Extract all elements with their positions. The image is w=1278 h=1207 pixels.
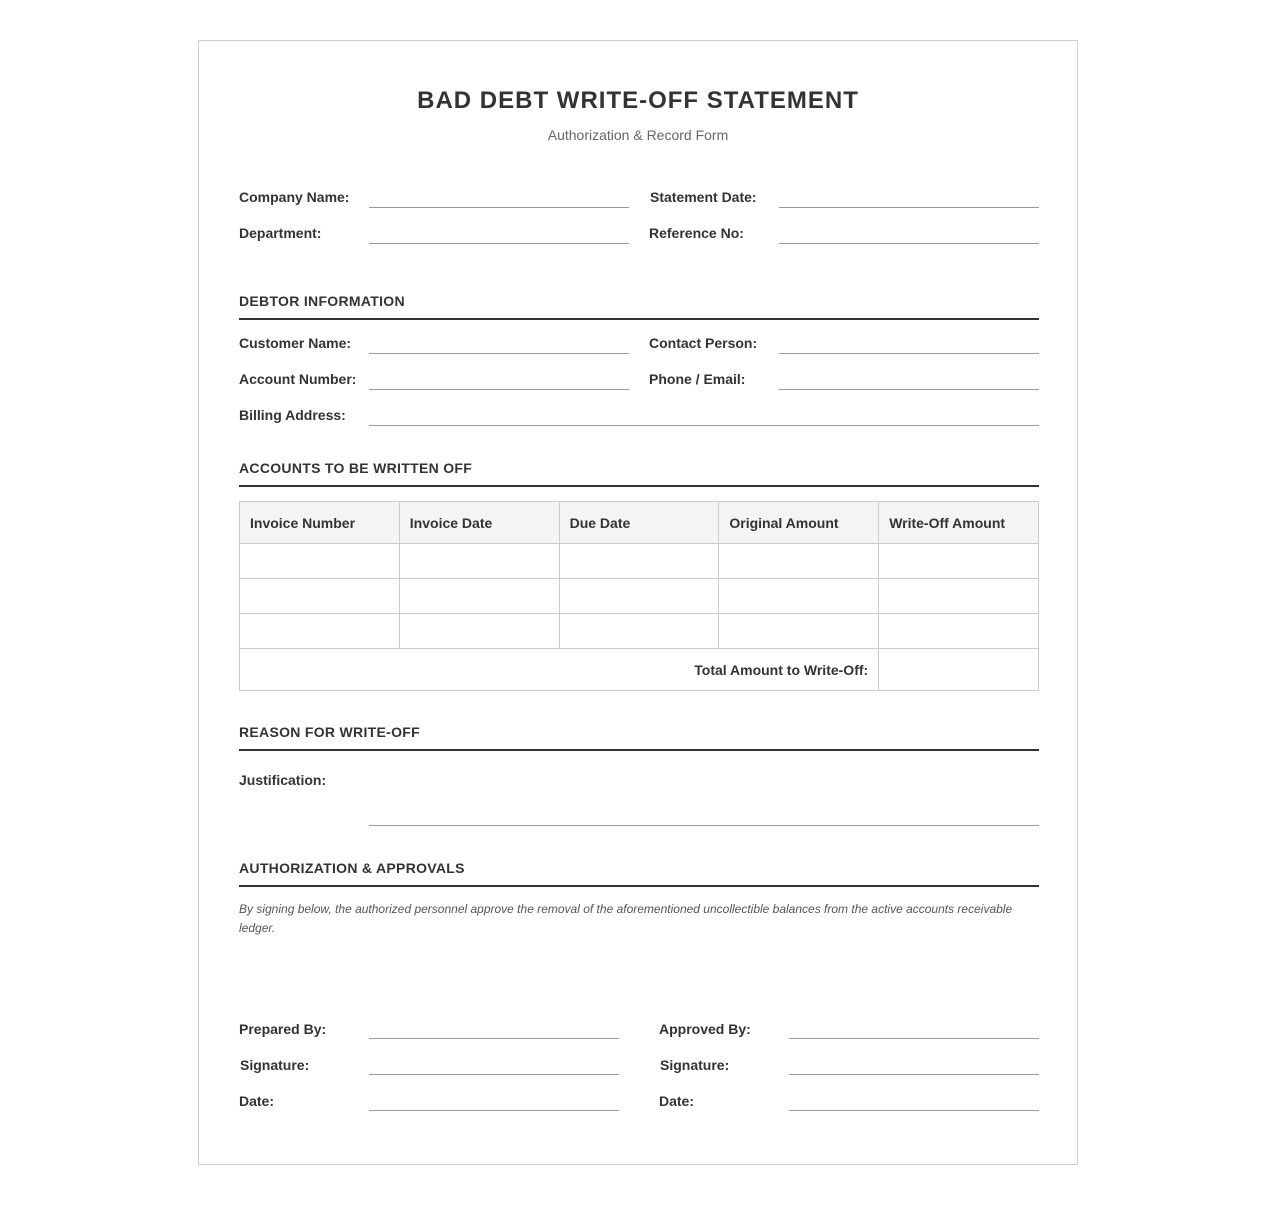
signature-left-field[interactable] [369, 1074, 619, 1075]
prepared-by-field[interactable] [369, 1038, 619, 1039]
justification-field[interactable] [369, 825, 1039, 826]
col-original-amount: Original Amount [719, 502, 879, 544]
accounts-section-heading: ACCOUNTS TO BE WRITTEN OFF [239, 460, 1039, 487]
col-due-date: Due Date [559, 502, 719, 544]
form-page [198, 40, 1078, 1165]
contact-person-label: Contact Person: [649, 335, 758, 351]
table-cell[interactable] [240, 544, 400, 579]
company-name-label: Company Name: [239, 189, 350, 205]
reason-section-heading: REASON FOR WRITE-OFF [239, 724, 1039, 751]
col-write-off-amount: Write-Off Amount [879, 502, 1039, 544]
table-row [240, 579, 1039, 614]
date-left-label: Date: [239, 1093, 275, 1109]
approved-by-label: Approved By: [659, 1021, 751, 1037]
table-cell[interactable] [719, 579, 879, 614]
signature-left-label: Signature: [240, 1057, 310, 1073]
date-right-label: Date: [659, 1093, 695, 1109]
table-row [240, 614, 1039, 649]
statement-date-field[interactable] [779, 207, 1039, 208]
form-title: BAD DEBT WRITE-OFF STATEMENT [417, 87, 859, 114]
col-invoice-number: Invoice Number [240, 502, 400, 544]
table-cell[interactable] [399, 579, 559, 614]
account-number-label: Account Number: [239, 371, 357, 387]
table-header-row [240, 502, 1039, 544]
signature-right-label: Signature: [660, 1057, 730, 1073]
contact-person-field[interactable] [779, 353, 1039, 354]
table-cell[interactable] [240, 579, 400, 614]
account-number-field[interactable] [369, 389, 629, 390]
debtor-section-heading: DEBTOR INFORMATION [239, 293, 1039, 320]
statement-date-label: Statement Date: [650, 189, 757, 205]
signature-right-field[interactable] [789, 1074, 1039, 1075]
table-cell[interactable] [719, 544, 879, 579]
table-cell[interactable] [240, 614, 400, 649]
accounts-table [239, 501, 1039, 691]
table-cell[interactable] [879, 614, 1039, 649]
table-cell[interactable] [399, 614, 559, 649]
table-cell[interactable] [719, 614, 879, 649]
date-left-field[interactable] [369, 1110, 619, 1111]
table-cell[interactable] [559, 544, 719, 579]
table-cell[interactable] [559, 614, 719, 649]
justification-label: Justification: [239, 772, 327, 788]
reference-no-field[interactable] [779, 243, 1039, 244]
table-cell[interactable] [559, 579, 719, 614]
billing-address-field[interactable] [369, 425, 1039, 426]
table-cell[interactable] [399, 544, 559, 579]
approved-by-field[interactable] [789, 1038, 1039, 1039]
total-amount-cell[interactable] [879, 649, 1039, 691]
authorization-section-heading: AUTHORIZATION & APPROVALS [239, 860, 1039, 887]
department-field[interactable] [369, 243, 629, 244]
phone-email-field[interactable] [779, 389, 1039, 390]
phone-email-label: Phone / Email: [649, 371, 746, 387]
col-invoice-date: Invoice Date [399, 502, 559, 544]
reference-no-label: Reference No: [649, 225, 744, 241]
total-row [240, 649, 1039, 691]
table-row [240, 544, 1039, 579]
total-label: Total Amount to Write-Off: [240, 649, 879, 691]
prepared-by-label: Prepared By: [239, 1021, 327, 1037]
authorization-note: By signing below, the authorized personnel approve the removal of the aforementioned uncollectible balances from the active accounts receivable ledger. [239, 902, 1013, 935]
customer-name-label: Customer Name: [239, 335, 352, 351]
department-label: Department: [239, 225, 322, 241]
form-subtitle: Authorization & Record Form [547, 127, 729, 143]
customer-name-field[interactable] [369, 353, 629, 354]
company-name-field[interactable] [369, 207, 629, 208]
date-right-field[interactable] [789, 1110, 1039, 1111]
table-cell[interactable] [879, 544, 1039, 579]
billing-address-label: Billing Address: [239, 407, 346, 423]
table-cell[interactable] [879, 579, 1039, 614]
